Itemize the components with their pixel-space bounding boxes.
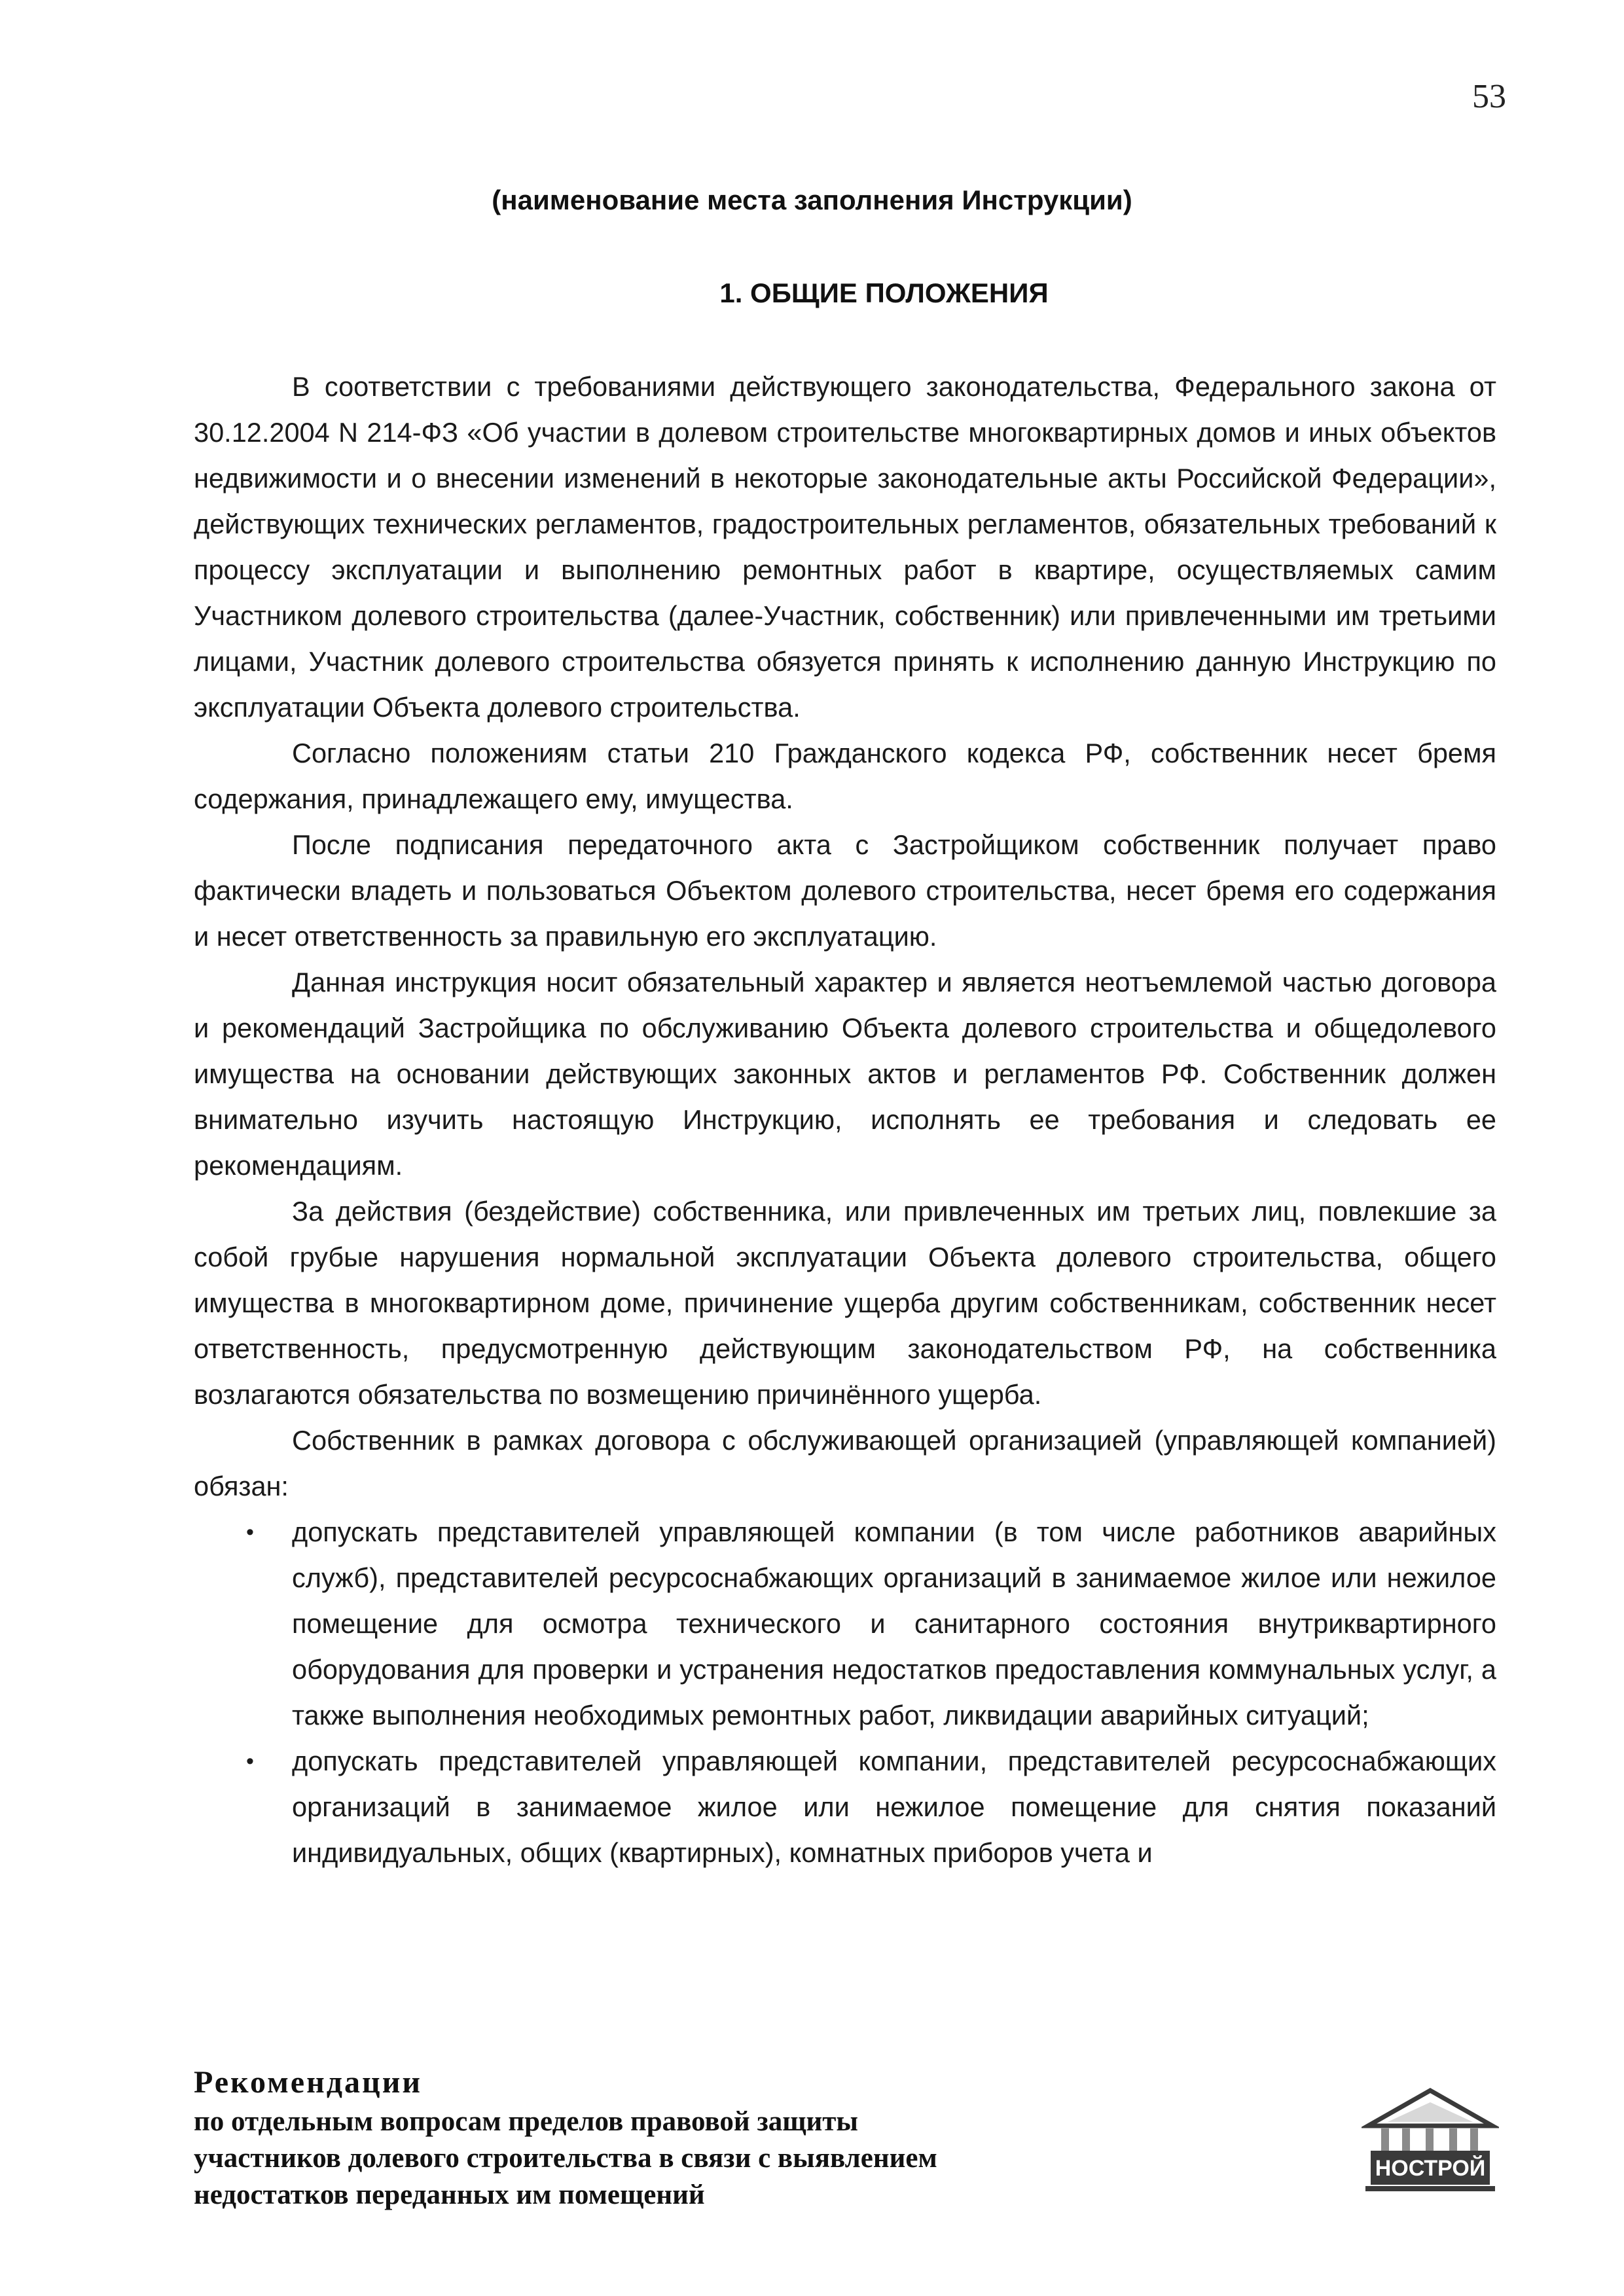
list-item-text: допускать представителей управляющей компании (в том числе работников аварийных служб), представителей ресурсоснабжающих организаций в занимаемое жилое или нежилое помещение для осмотра технического и санитарного состояния внутриквартирного оборудования для проверки и устранения недостатков предоставления коммунальных услуг, а также выполнения необходимых ремонтных работ, ликвидации аварийных ситуаций; (292, 1516, 1496, 1731)
page-number: 53 (1472, 78, 1506, 115)
bullet-icon: • (246, 1749, 254, 1774)
general-provisions-heading: 1. ОБЩИЕ ПОЛОЖЕНИЯ (719, 278, 1049, 308)
paragraph: За действия (бездействие) собственника, или привлеченных им третьих лиц, повлекшие за собой грубые нарушения нормальной эксплуатации Объекта долевого строительства, общего имущества в многоквартирном доме, причинение ущерба другим собственникам, собственник несет ответственность, предусмотренную действующим законодательством РФ, на собственника возлагаются обязательства по возмещению причинённого ущерба. (194, 1196, 1496, 1410)
nostroy-logo-icon (1362, 2088, 1499, 2193)
list-item-text: допускать представителей управляющей компании, представителей ресурсоснабжающих организаций в занимаемое жилое или нежилое помещение для снятия показаний индивидуальных, общих (квартирных), комнатных приборов учета и (292, 1746, 1496, 1868)
logo-text: НОСТРОЙ (1375, 2156, 1486, 2181)
list-item (194, 1738, 1496, 1876)
paragraph: Согласно положениям статьи 210 Гражданского кодекса РФ, собственник несет бремя содержания, принадлежащего ему, имущества. (194, 738, 1496, 814)
bullet-icon: • (246, 1520, 254, 1545)
paragraph: В соответствии с требованиями действующего законодательства, Федерального закона от 30.12.2004 N 214-ФЗ «Об участии в долевом строительстве многоквартирных домов и иных объектов недвижимости и о внесении изменений в некоторые законодательные акты Российской Федерации», действующих технических регламентов, градостроительных регламентов, обязательных требований к процессу эксплуатации и выполнению ремонтных работ в квартире, осуществляемых самим Участником долевого строительства (далее-Участник, собственник) или привлеченными им третьими лицами, Участник долевого строительства обязуется принять к исполнению данную Инструкцию по эксплуатации Объекта долевого строительства. (194, 371, 1496, 723)
footer-line: недостатков переданных им помещений (194, 2179, 705, 2210)
list-item (194, 1509, 1496, 1738)
footer-line: по отдельным вопросам пределов правовой защиты (194, 2106, 858, 2137)
paragraph: Собственник в рамках договора с обслуживающей организацией (управляющей компанией) обязан: (194, 1425, 1496, 1501)
footer-title: Рекомендации (194, 2065, 423, 2100)
obligations-list (194, 1509, 1496, 1876)
paragraph: После подписания передаточного акта с Застройщиком собственник получает право фактически владеть и пользоваться Объектом долевого строительства, несет бремя его содержания и несет ответственность за правильную его эксплуатацию. (194, 829, 1496, 952)
paragraph: Данная инструкция носит обязательный характер и является неотъемлемой частью договора и рекомендаций Застройщика по обслуживанию Объекта долевого строительства и общедолевого имущества на основании действующих законных актов и регламентов РФ. Собственник должен внимательно изучить настоящую Инструкцию, исполнять ее требования и следовать ее рекомендациям. (194, 967, 1496, 1181)
footer (194, 2062, 1307, 2214)
place-heading: (наименование места заполнения Инструкции) (492, 185, 1132, 215)
logo-base (1365, 2186, 1495, 2191)
body-text (194, 364, 1496, 1876)
footer-line: участников долевого строительства в связи с выявлением (194, 2143, 937, 2174)
